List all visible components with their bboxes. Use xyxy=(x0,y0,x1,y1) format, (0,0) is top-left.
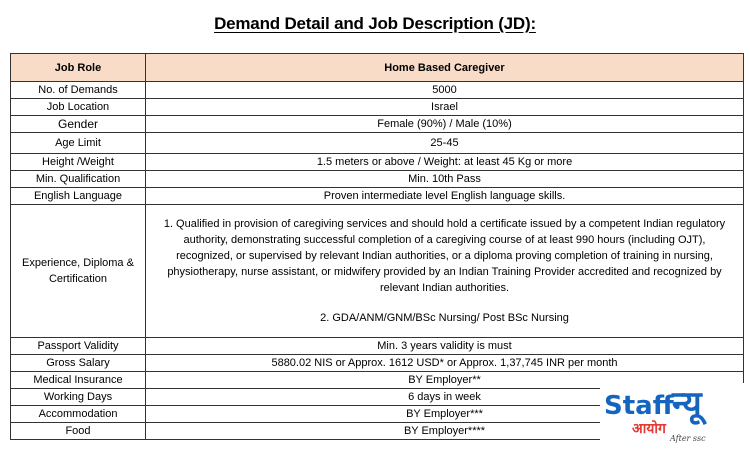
table-row-experience xyxy=(11,205,744,338)
row-label: English Language xyxy=(11,188,146,205)
table-row xyxy=(11,338,744,355)
table-row xyxy=(11,82,744,99)
table-row xyxy=(11,133,744,154)
row-label: Food xyxy=(11,423,146,440)
experience-value xyxy=(146,205,744,338)
row-value: Min. 3 years validity is must xyxy=(146,338,744,355)
row-label: Passport Validity xyxy=(11,338,146,355)
row-value: 6 days in week xyxy=(146,389,744,406)
row-label: Age Limit xyxy=(11,133,146,154)
row-value: 5000 xyxy=(146,82,744,99)
page-title-text: Demand Detail and Job Description (JD): xyxy=(214,14,536,33)
row-label: Medical Insurance xyxy=(11,372,146,389)
table-row xyxy=(11,171,744,188)
row-label: Gender xyxy=(11,116,146,133)
table-row xyxy=(11,116,744,133)
experience-point-2: 2. GDA/ANM/GNM/BSc Nursing/ Post BSc Nursing xyxy=(320,312,569,324)
header-label: Job Role xyxy=(11,54,146,82)
experience-point-1: 1. Qualified in provision of caregiving services and should hold a certificate issued by a competent Indian regulatory authority, demonstrating successful completion of a caregiving course of at least 990 hours (including OJT), recognized, or supervised by relevant Indian authorities, or a diploma proving completion of training in nursing, physiotherapy, nurse assistant, or midwifery provided by an Indian Training Provider accredited and recognized by relevant Indian authorities. xyxy=(163,218,726,294)
row-value: 5880.02 NIS or Approx. 1612 USD* or Approx. 1,37,745 INR per month xyxy=(146,355,744,372)
row-value: Israel xyxy=(146,99,744,116)
watermark-hindi-small: आयोग xyxy=(632,421,666,437)
experience-label: Experience, Diploma & Certification xyxy=(11,205,146,338)
table-row xyxy=(11,188,744,205)
watermark-tagline: After ssc xyxy=(670,434,706,443)
row-value: Min. 10th Pass xyxy=(146,171,744,188)
row-value: 1.5 meters or above / Weight: at least 45 Kg or more xyxy=(146,154,744,171)
watermark-staff-text: Staff xyxy=(604,391,674,421)
row-label: Job Location xyxy=(11,99,146,116)
table-row xyxy=(11,99,744,116)
row-value: BY Employer**** xyxy=(146,423,744,440)
row-value: BY Employer** xyxy=(146,372,744,389)
row-label: Accommodation xyxy=(11,406,146,423)
row-label: Gross Salary xyxy=(11,355,146,372)
table-header-row xyxy=(11,54,744,82)
row-label: No. of Demands xyxy=(11,82,146,99)
table-row xyxy=(11,154,744,171)
header-value: Home Based Caregiver xyxy=(146,54,744,82)
staff-news-watermark-logo xyxy=(600,383,748,447)
watermark-hindi-big: न्यू xyxy=(672,384,702,424)
table-row xyxy=(11,355,744,372)
row-label: Height /Weight xyxy=(11,154,146,171)
row-value: Female (90%) / Male (10%) xyxy=(146,116,744,133)
row-label: Working Days xyxy=(11,389,146,406)
row-value: 25-45 xyxy=(146,133,744,154)
row-value: BY Employer*** xyxy=(146,406,744,423)
row-value: Proven intermediate level English language skills. xyxy=(146,188,744,205)
row-label: Min. Qualification xyxy=(11,171,146,188)
page-title xyxy=(0,14,750,34)
jd-table xyxy=(10,53,744,440)
